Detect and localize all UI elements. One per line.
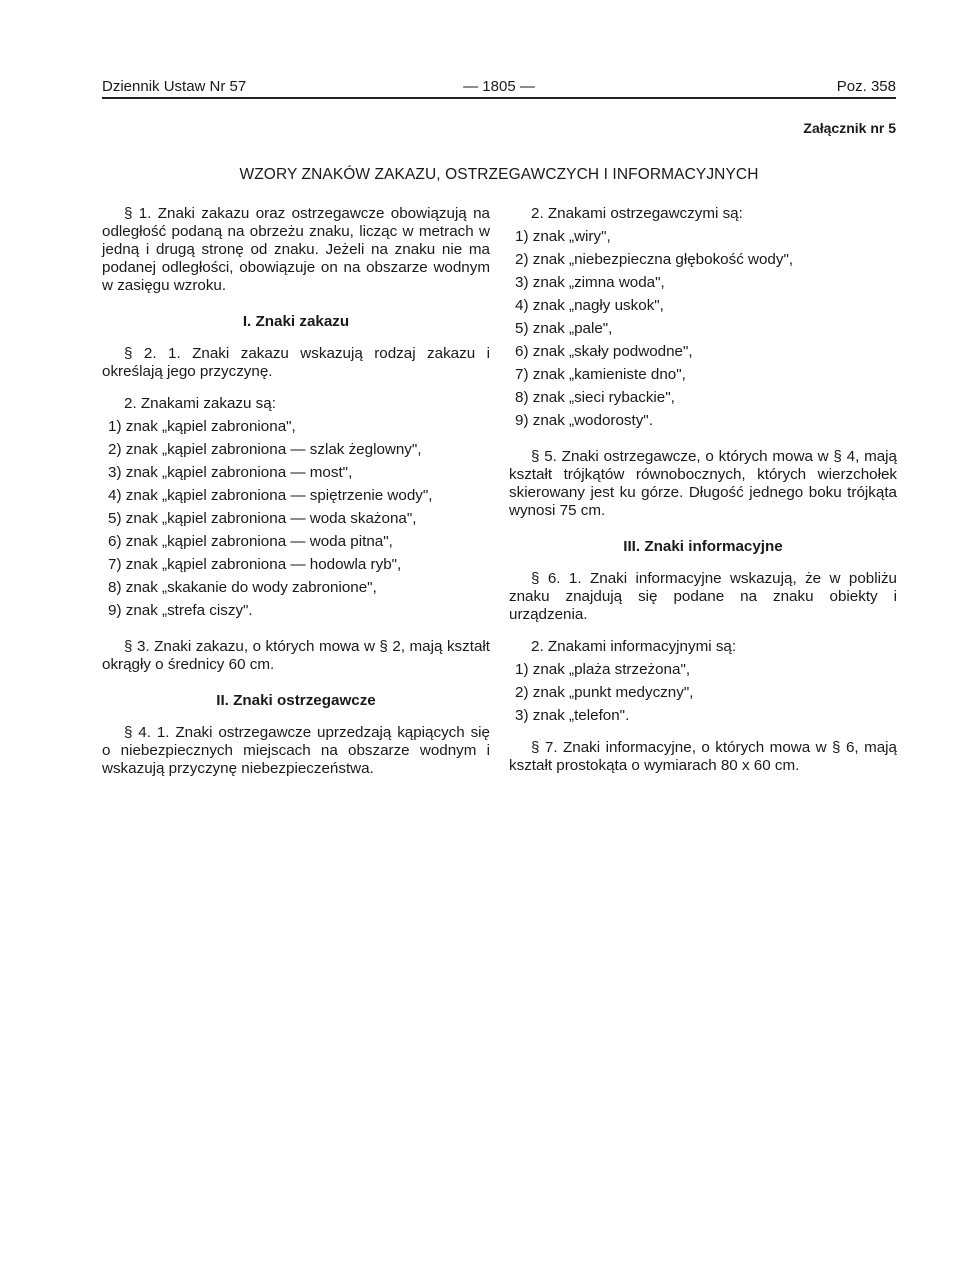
list-item: 9) znak „wodorosty". (515, 412, 653, 429)
list-item: 4) znak „kąpiel zabroniona — spiętrzenie wody", (108, 487, 433, 504)
list-item: 6) znak „skały podwodne", (515, 343, 693, 360)
section-title-prohibition: I. Znaki zakazu (242, 313, 350, 330)
list-item: 9) znak „strefa ciszy". (108, 602, 253, 619)
page-number: — 1805 — (463, 78, 535, 95)
paragraph-8: § 6. 1. Znaki informacyjne wskazują, że w pobliżu znaku znajdują się podane na znaku obiekty i urządzenia. (509, 570, 897, 623)
paragraph-9: 2. Znakami informacyjnymi są: (531, 638, 737, 655)
paragraph-1: § 1. Znaki zakazu oraz ostrzegawcze obowiązują na odległość podaną na obrzeżu znaku, licząc w metrach w jedną i drugą stronę od znaku. Jeżeli na znaku nie ma podanej odległości, obowiązuje on na obszarze wodnym w zasięgu wzroku. (102, 205, 490, 294)
list-item: 6) znak „kąpiel zabroniona — woda pitna", (108, 533, 393, 550)
position-number: Poz. 358 (836, 78, 896, 95)
header-rule (102, 97, 896, 99)
document-title: WZORY ZNAKÓW ZAKAZU, OSTRZEGAWCZYCH I INFORMACYJNYCH (239, 166, 759, 183)
list-item: 1) znak „plaża strzeżona", (515, 661, 691, 678)
left-column (102, 205, 490, 778)
list-item: 8) znak „sieci rybackie", (515, 389, 675, 406)
paragraph-3: 2. Znakami zakazu są: (124, 395, 276, 412)
paragraph-7: § 5. Znaki ostrzegawcze, o których mowa w § 4, mają kształt trójkątów równobocznych, których wierzchołek skierowany jest ku górze. Długość jednego boku trójkąta wynosi 75 cm. (509, 448, 897, 519)
annex-label: Załącznik nr 5 (803, 120, 896, 136)
list-item: 7) znak „kamieniste dno", (515, 366, 686, 383)
list-item: 1) znak „wiry", (515, 228, 611, 245)
list-item: 8) znak „skakanie do wody zabronione", (108, 579, 377, 596)
section-title-warning: II. Znaki ostrzegawcze (216, 692, 376, 709)
list-item: 3) znak „zimna woda", (515, 274, 665, 291)
list-item: 2) znak „kąpiel zabroniona — szlak żeglowny", (108, 441, 422, 458)
list-item: 3) znak „telefon". (515, 707, 630, 724)
section-title-information: III. Znaki informacyjne (623, 538, 783, 555)
paragraph-5: § 4. 1. Znaki ostrzegawcze uprzedzają kąpiących się o niebezpiecznych miejscach na obszarze wodnym i wskazują przyczynę niebezpieczeństwa. (102, 724, 490, 777)
right-column (509, 205, 897, 775)
paragraph-4: § 3. Znaki zakazu, o których mowa w § 2, mają kształt okrągły o średnicy 60 cm. (102, 638, 490, 673)
list-item: 3) znak „kąpiel zabroniona — most", (108, 464, 353, 481)
paragraph-2: § 2. 1. Znaki zakazu wskazują rodzaj zakazu i określają jego przyczynę. (102, 345, 490, 380)
list-item: 5) znak „kąpiel zabroniona — woda skażona", (108, 510, 417, 527)
list-item: 1) znak „kąpiel zabroniona", (108, 418, 296, 435)
list-item: 2) znak „niebezpieczna głębokość wody", (515, 251, 794, 268)
list-item: 7) znak „kąpiel zabroniona — hodowla ryb", (108, 556, 402, 573)
paragraph-10: § 7. Znaki informacyjne, o których mowa w § 6, mają kształt prostokąta o wymiarach 80 x 60 cm. (509, 739, 897, 774)
list-item: 2) znak „punkt medyczny", (515, 684, 694, 701)
list-item: 4) znak „nagły uskok", (515, 297, 664, 314)
list-item: 5) znak „pale", (515, 320, 613, 337)
paragraph-6: 2. Znakami ostrzegawczymi są: (531, 205, 743, 222)
journal-name: Dziennik Ustaw Nr 57 (102, 78, 247, 95)
